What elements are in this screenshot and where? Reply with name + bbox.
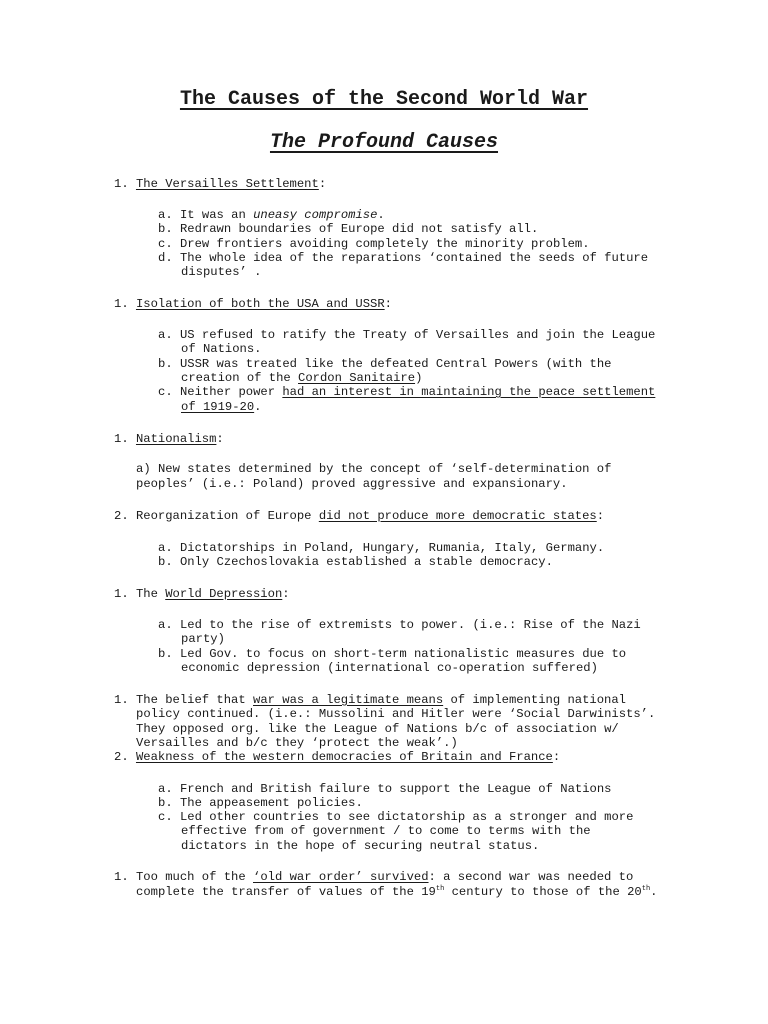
section-nationalism-heading: 1. Nationalism: — [114, 432, 224, 446]
list-item: c. Drew frontiers avoiding completely the minority problem. — [158, 237, 590, 251]
list-item-continuation: of Nations. — [181, 342, 262, 356]
section-versailles-heading: 1. The Versailles Settlement: — [114, 177, 327, 191]
list-item-continuation: effective from of government / to come to terms with the — [181, 824, 591, 838]
list-item: a. It was an uneasy compromise. — [158, 208, 385, 222]
list-item: b. Only Czechoslovakia established a stable democracy. — [158, 555, 553, 569]
list-item: b. USSR was treated like the defeated Central Powers (with the — [158, 357, 612, 371]
paragraph-line: Versailles and b/c they ‘protect the weak’.) — [136, 736, 458, 750]
section-weakness-heading: 2. Weakness of the western democracies of Britain and France: — [114, 750, 561, 764]
section-reorganization-heading: 2. Reorganization of Europe did not produce more democratic states: — [114, 509, 605, 523]
list-item: a. US refused to ratify the Treaty of Versailles and join the League — [158, 328, 656, 342]
section-old-war-order: 1. Too much of the ‘old war order’ survived: a second war was needed to — [114, 870, 634, 884]
list-item: a. Led to the rise of extremists to power. (i.e.: Rise of the Nazi — [158, 618, 641, 632]
list-item: c. Led other countries to see dictatorship as a stronger and more — [158, 810, 634, 824]
list-item-continuation: party) — [181, 632, 225, 646]
document-title: The Causes of the Second World War — [179, 88, 589, 111]
list-item-continuation: economic depression (international co-operation suffered) — [181, 661, 598, 675]
paragraph-line: policy continued. (i.e.: Mussolini and Hitler were ‘Social Darwinists’. — [136, 707, 656, 721]
list-item-continuation: dictators in the hope of securing neutral status. — [181, 839, 540, 853]
list-item: a) New states determined by the concept of ‘self-determination of — [136, 462, 612, 476]
paragraph-line: They opposed org. like the League of Nations b/c of association w/ — [136, 722, 619, 736]
list-item: b. Led Gov. to focus on short-term nationalistic measures due to — [158, 647, 627, 661]
list-item: b. The appeasement policies. — [158, 796, 363, 810]
list-item: d. The whole idea of the reparations ‘contained the seeds of future — [158, 251, 649, 265]
list-item-continuation: of 1919-20. — [181, 400, 262, 414]
list-item: c. Neither power had an interest in maintaining the peace settlement — [158, 385, 656, 399]
paragraph-line: complete the transfer of values of the 19th century to those of the 20th. — [136, 884, 658, 899]
list-item-continuation: disputes’ . — [181, 265, 262, 279]
list-item: a. Dictatorships in Poland, Hungary, Rumania, Italy, Germany. — [158, 541, 605, 555]
list-item-continuation: peoples’ (i.e.: Poland) proved aggressive and expansionary. — [136, 477, 568, 491]
document-subtitle: The Profound Causes — [269, 131, 499, 154]
list-item-continuation: creation of the Cordon Sanitaire) — [181, 371, 423, 385]
section-depression-heading: 1. The World Depression: — [114, 587, 290, 601]
list-item: a. French and British failure to support the League of Nations — [158, 782, 612, 796]
section-isolation-heading: 1. Isolation of both the USA and USSR: — [114, 297, 392, 311]
section-war-belief: 1. The belief that war was a legitimate means of implementing national — [114, 693, 626, 707]
list-item: b. Redrawn boundaries of Europe did not satisfy all. — [158, 222, 539, 236]
